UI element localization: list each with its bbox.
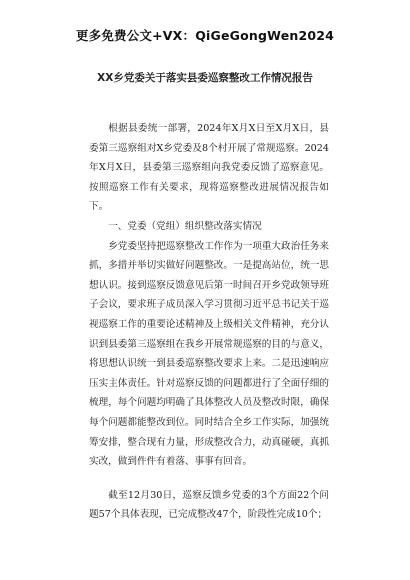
document-title: XX乡党委关于落实县委巡察整改工作情况报告 <box>97 72 313 84</box>
intro-paragraph: 根据县委统一部署，2024年X月X日至X月X日，县委第三巡察组对X乡党委及8个村开展了常规巡察。2024年X月X日，县委第三巡察组向我党委反馈了巡察意见。按照巡察工作有关要求，现将巡察整改进展情况报告如下。 <box>89 123 329 213</box>
promo-banner: 更多免费公文+VX：QiGeGongWen2024 <box>75 28 335 43</box>
progress-paragraph: 截至12月30日，巡察反馈乡党委的3个方面22个问题57个具体表现，已完成整改47个，阶段性完成10个； <box>89 489 329 521</box>
section-body-paragraph: 乡党委坚持把巡察整改工作作为一项重大政治任务来抓，多措并举切实做好问题整改。一是提高站位，统一思想认识。接到巡察反馈意见后第一时间召开乡党政领导班子会议，要求班子成员深入学习贯彻习近平总书记关于巡视巡察工作的重要论述精神及上级相关文件精神，充分认识到县委第三巡察组在我乡开展常规巡察的目的与意义，将思想认识统一到县委巡察整改要求上来。二是迅速响应压实主体责任。针对巡察反馈的问题都进行了全面仔细的梳理，每个问题均明确了具体整改人员及整改时限，确保每个问题都能整改到位。同时结合全乡工作实际，加强统筹安排，整合现有力量，形成整改合力，动真碰硬，真抓实改，做到件件有着落、事事有回音。 <box>89 240 329 468</box>
section-heading: 一、党委（党组）组织整改落实情况 <box>108 220 262 232</box>
document-body <box>89 119 329 525</box>
